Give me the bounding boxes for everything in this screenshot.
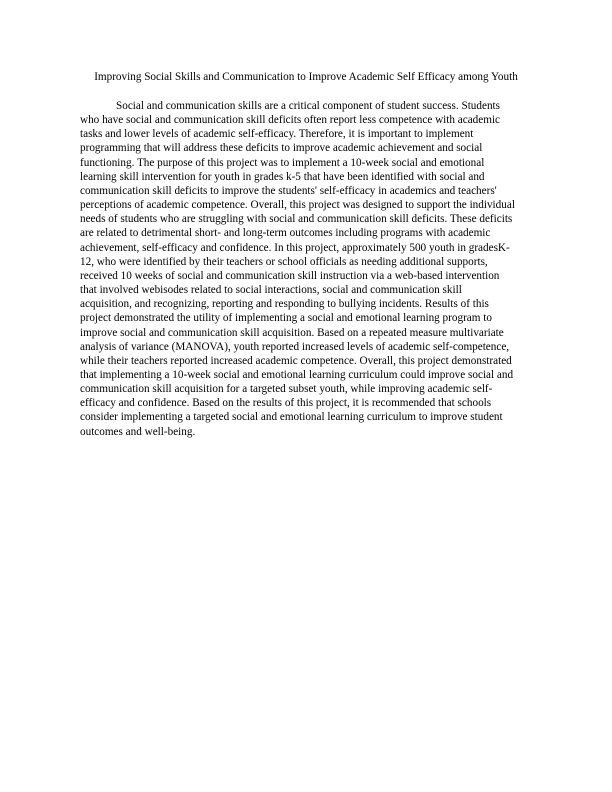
abstract-line: communication skill acquisition for a targeted subset youth, while improving academic self- bbox=[80, 383, 493, 396]
abstract-line: acquisition, and recognizing, reporting and responding to bullying incidents. Results of this bbox=[80, 298, 489, 311]
abstract-line: Social and communication skills are a critical component of student success. Students bbox=[116, 100, 501, 112]
abstract-line: functioning. The purpose of this project was to implement a 10-week social and emotional bbox=[80, 156, 485, 169]
abstract-paragraph bbox=[80, 99, 532, 439]
abstract-line: tasks and lower levels of academic self-efficacy. Therefore, it is important to implement bbox=[80, 128, 474, 141]
abstract-line: while their teachers reported increased academic competence. Overall, this project demonstrated bbox=[80, 354, 512, 367]
abstract-line: consider implementing a targeted social and emotional learning curriculum to improve student bbox=[80, 411, 503, 424]
abstract-line: outcomes and well-being. bbox=[80, 425, 196, 438]
abstract-line: who have social and communication skill deficits often report less competence with academic bbox=[80, 114, 501, 127]
abstract-line: analysis of variance (MANOVA), youth reported increased levels of academic self-competence, bbox=[80, 340, 510, 353]
abstract-line: that involved webisodes related to social interactions, social and communication skill bbox=[80, 284, 462, 297]
abstract-line: are related to detrimental short- and long-term outcomes including programs with academic bbox=[80, 227, 491, 240]
abstract-line: perceptions of academic competence. Overall, this project was designed to support the individual bbox=[80, 199, 515, 212]
abstract-line: efficacy and confidence. Based on the results of this project, it is recommended that schools bbox=[80, 397, 492, 410]
document-title: Improving Social Skills and Communication to Improve Academic Self Efficacy among Youth bbox=[94, 71, 518, 83]
abstract-line: 12, who were identified by their teachers or school officials as needing additional supports, bbox=[80, 255, 488, 268]
abstract-line: project demonstrated the utility of implementing a social and emotional learning program to bbox=[80, 312, 492, 325]
abstract-line: needs of students who are struggling with social and communication skill deficits. These deficits bbox=[80, 213, 513, 226]
abstract-line: improve social and communication skill acquisition. Based on a repeated measure multivariate bbox=[80, 326, 504, 339]
abstract-line: communication skill deficits to improve the students' self-efficacy in academics and teachers' bbox=[80, 184, 497, 197]
abstract-line: programming that will address these deficits to improve academic achievement and social bbox=[80, 142, 483, 155]
abstract-line: learning skill intervention for youth in grades k-5 that have been identified with social and bbox=[80, 170, 485, 183]
abstract-line: received 10 weeks of social and communication skill instruction via a web-based intervention bbox=[80, 269, 500, 282]
abstract-line: that implementing a 10-week social and emotional learning curriculum could improve social and bbox=[80, 368, 514, 381]
abstract-line: achievement, self-efficacy and confidence. In this project, approximately 500 youth in gradesK- bbox=[80, 241, 510, 254]
